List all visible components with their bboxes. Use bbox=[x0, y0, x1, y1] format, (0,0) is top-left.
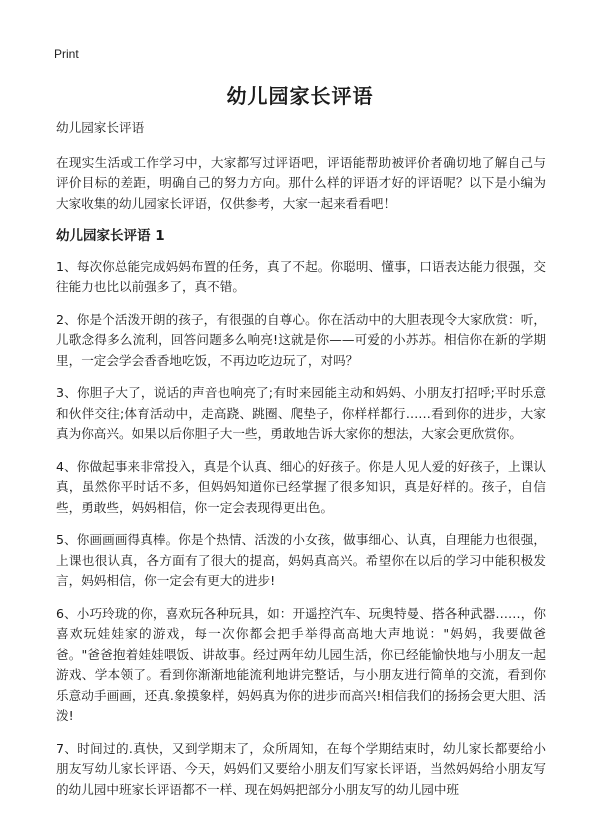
comment-paragraph-7: 7、时间过的.真快，又到学期末了，众所周知，在每个学期结束时，幼儿家长都要给小朋友写幼儿家长评语、今天，妈妈们又要给小朋友们写家长评语，当然妈妈给小朋友写的幼儿园中班家长评语都不一样、现在妈妈把部分小朋友写的幼儿园中班 bbox=[56, 740, 546, 797]
section-heading: 幼儿园家长评语 1 bbox=[56, 228, 165, 244]
page-title: 幼儿园家长评语 bbox=[226, 84, 374, 108]
comment-paragraph-2: 2、你是个活泼开朗的孩子，有很强的自尊心。你在活动中的大胆表现令大家欣赏：听，儿歌念得多么流利，回答问题多么响亮!这就是你——可爱的小苏苏。相信你在新的学期里，一定会学会香香地吃饭，不再边吃边玩了，对吗？ bbox=[56, 311, 546, 368]
comment-paragraph-6: 6、小巧玲珑的你，喜欢玩各种玩具，如：开遥控汽车、玩奥特曼、搭各种武器……，你喜欢玩娃娃家的游戏，每一次你都会把手举得高高地大声地说："妈妈，我要做爸爸。"爸爸抱着娃娃喂饭、讲故事。经过两年幼儿园生活，你已经能愉快地与小朋友一起游戏、学本领了。看到你渐渐地能流利地讲完整话，与小朋友进行简单的交流，看到你乐意动手画画，还真.象摸象样，妈妈真为你的进步而高兴!相信我们的扬扬会更大胆、活泼! bbox=[56, 605, 546, 723]
comment-paragraph-3: 3、你胆子大了，说话的声音也响亮了;有时来园能主动和妈妈、小朋友打招呼;平时乐意和伙伴交往;体育活动中，走高跷、跳圈、爬垫子，你样样都行……看到你的进步，大家真为你高兴。如果以后你胆子大一些，勇敢地告诉大家你的想法，大家会更欣赏你。 bbox=[56, 385, 546, 441]
comment-paragraph-4: 4、你做起事来非常投入，真是个认真、细心的好孩子。你是人见人爱的好孩子，上课认真，虽然你平时话不多，但妈妈知道你已经掌握了很多知识，真是好样的。孩子，自信些，勇敢些，妈妈相信，你一定会表现得更出色。 bbox=[56, 458, 546, 515]
intro-paragraph: 在现实生活或工作学习中，大家都写过评语吧，评语能帮助被评价者确切地了解自己与评价目标的差距，明确自己的努力方向。那什么样的评语才好的评语呢？以下是小编为大家收集的幼儿园家长评语，仅供参考，大家一起来看看吧！ bbox=[56, 154, 546, 211]
document-body bbox=[56, 118, 546, 812]
comment-paragraph-5: 5、你画画画得真棒。你是个热情、活泼的小女孩，做事细心、认真，自理能力也很强，上课也很认真，各方面有了很大的提高，妈妈真高兴。希望你在以后的学习中能积极发言，妈妈相信，你一定会有更大的进步! bbox=[56, 532, 546, 588]
print-link[interactable]: Print bbox=[54, 47, 79, 61]
comment-paragraph-1: 1、每次你总能完成妈妈布置的任务，真了不起。你聪明、懂事，口语表达能力很强，交往能力也比以前强多了，真不错。 bbox=[56, 258, 546, 294]
document-subtitle: 幼儿园家长评语 bbox=[56, 120, 145, 135]
